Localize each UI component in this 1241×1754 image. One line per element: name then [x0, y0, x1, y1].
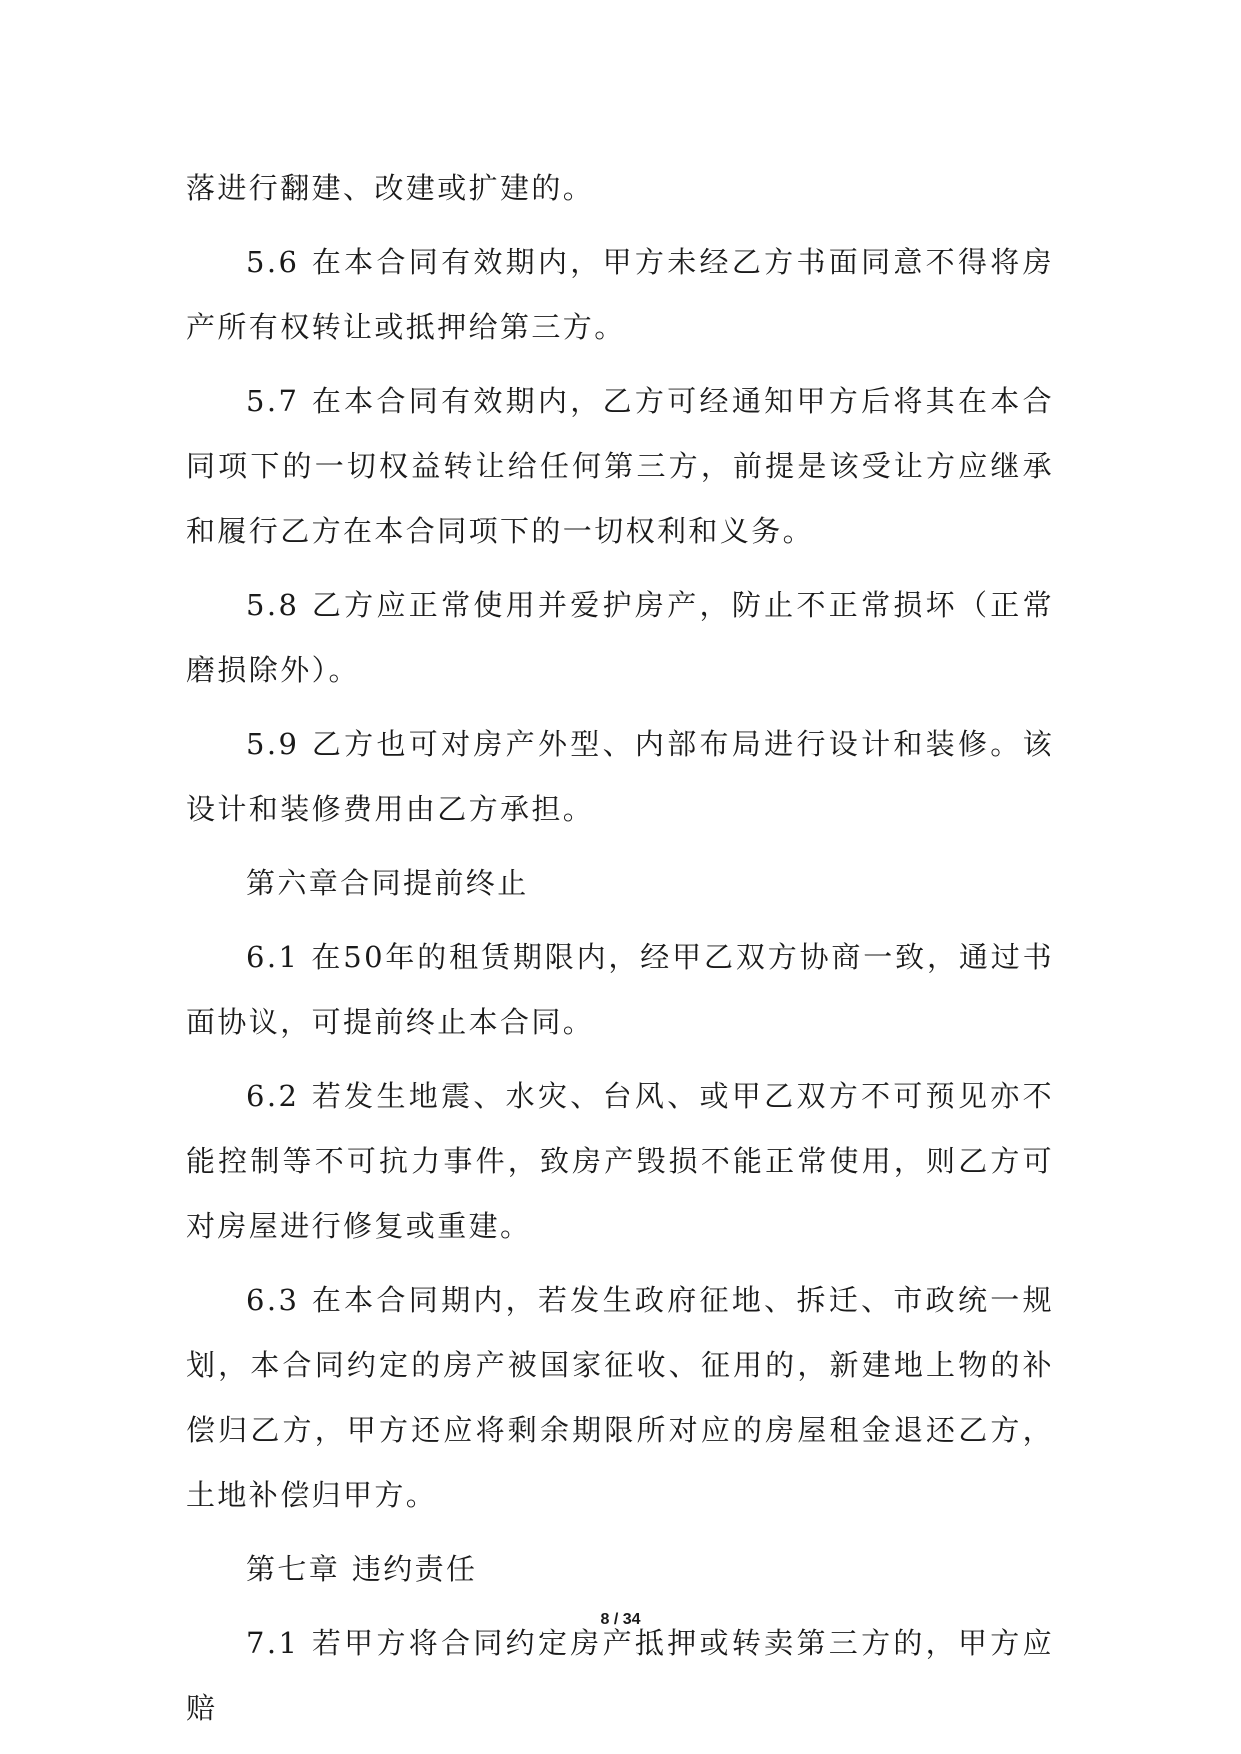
clause-7-1: 7.1 若甲方将合同约定房产抵押或转卖第三方的，甲方应赔	[186, 1626, 1054, 1725]
clause-6-2: 6.2 若发生地震、水灾、台风、或甲乙双方不可预见亦不能控制等不可抗力事件，致房产毁损不能正常使用，则乙方可对房屋进行修复或重建。	[186, 1079, 1054, 1243]
document-body	[186, 156, 1054, 1750]
clause-5-9: 5.9 乙方也可对房产外型、内部布局进行设计和装修。该设计和装修费用由乙方承担。	[186, 727, 1054, 826]
clause-5-8: 5.8 乙方应正常使用并爱护房产，防止不正常损坏（正常磨损除外）。	[186, 588, 1054, 687]
chapter-6-heading: 第六章合同提前终止	[246, 866, 529, 900]
clause-5-7: 5.7 在本合同有效期内，乙方可经通知甲方后将其在本合同项下的一切权益转让给任何第三方，前提是该受让方应继承和履行乙方在本合同项下的一切权利和义务。	[186, 384, 1054, 548]
page-number: 8 / 34	[600, 1611, 641, 1628]
chapter-7-heading: 第七章 违约责任	[246, 1552, 478, 1586]
clause-6-3: 6.3 在本合同期内，若发生政府征地、拆迁、市政统一规划，本合同约定的房产被国家征收、征用的，新建地上物的补偿归乙方，甲方还应将剩余期限所对应的房屋租金退还乙方，土地补偿归甲方。	[186, 1283, 1054, 1512]
clause-6-1: 6.1 在50年的租赁期限内，经甲乙双方协商一致，通过书面协议，可提前终止本合同。	[186, 940, 1054, 1039]
clause-5-6: 5.6 在本合同有效期内，甲方未经乙方书面同意不得将房产所有权转让或抵押给第三方。	[186, 245, 1054, 344]
paragraph-continuation: 落进行翻建、改建或扩建的。	[186, 171, 595, 205]
